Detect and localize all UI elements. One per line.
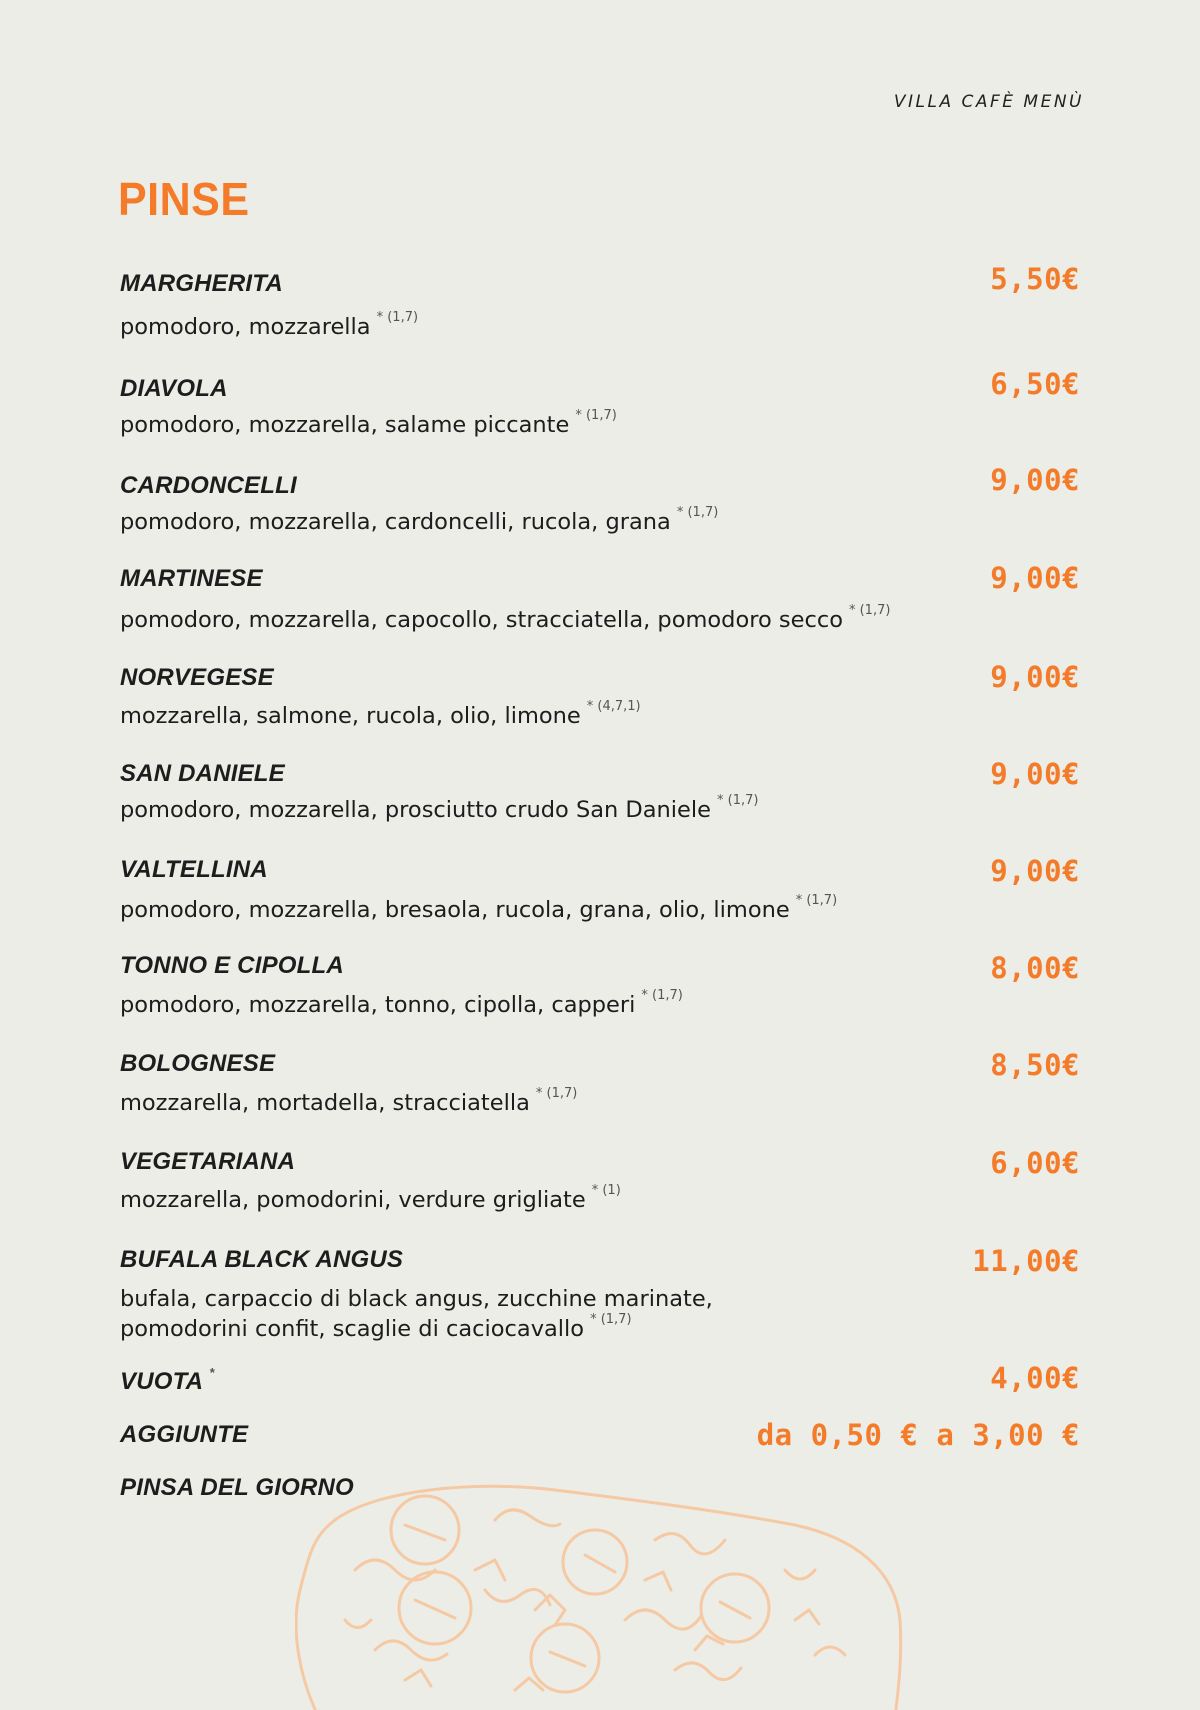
item-desc-san-daniele bbox=[120, 795, 758, 829]
item-name-bolognese: BOLOGNESE bbox=[120, 1050, 276, 1077]
item-name-san-daniele: SAN DANIELE bbox=[120, 760, 285, 787]
allergen-note: * (1,7) bbox=[590, 1312, 632, 1327]
allergen-note: * (1,7) bbox=[575, 408, 617, 423]
item-name-cardoncelli: CARDONCELLI bbox=[120, 472, 297, 499]
item-price-valtellina: 9,00€ bbox=[990, 854, 1080, 888]
item-desc-vegetariana bbox=[120, 1185, 621, 1219]
item-name-aggiunte: AGGIUNTE bbox=[120, 1421, 249, 1448]
item-desc-diavola bbox=[120, 410, 617, 444]
item-price-vuota: 4,00€ bbox=[990, 1361, 1080, 1395]
item-name-norvegese: NORVEGESE bbox=[120, 664, 274, 691]
desc-text: pomodorini confit, scaglie di caciocavallo bbox=[120, 1316, 585, 1342]
item-name-vegetariana: VEGETARIANA bbox=[120, 1148, 296, 1175]
desc-text: pomodoro, mozzarella, salame piccante bbox=[120, 412, 570, 438]
allergen-note: * (4,7,1) bbox=[586, 699, 641, 714]
section-title: PINSE bbox=[118, 174, 250, 226]
item-name-martinese: MARTINESE bbox=[120, 565, 263, 592]
item-desc-martinese bbox=[120, 605, 890, 639]
item-desc-tonno-e-cipolla bbox=[120, 990, 683, 1024]
allergen-note: * (1,7) bbox=[676, 505, 719, 520]
desc-text: pomodoro, mozzarella bbox=[120, 314, 371, 340]
allergen-note: * (1,7) bbox=[848, 603, 891, 618]
allergen-note: * (1,7) bbox=[641, 988, 683, 1003]
desc-text: pomodoro, mozzarella, bresaola, rucola, grana, olio, limone bbox=[120, 897, 790, 923]
item-desc-valtellina bbox=[120, 895, 837, 929]
item-name-valtellina: VALTELLINA bbox=[120, 856, 268, 883]
item-price-norvegese: 9,00€ bbox=[990, 660, 1080, 694]
item-name-vuota bbox=[120, 1365, 215, 1396]
item-desc-bufala-black-angus bbox=[120, 1284, 713, 1348]
item-name-pinsa-del-giorno: PINSA DEL GIORNO bbox=[120, 1474, 354, 1501]
item-price-martinese: 9,00€ bbox=[990, 561, 1080, 595]
item-name-margherita: MARGHERITA bbox=[120, 270, 283, 297]
item-name-diavola: DIAVOLA bbox=[120, 375, 228, 402]
item-price-cardoncelli: 9,00€ bbox=[990, 463, 1080, 497]
desc-text: mozzarella, mortadella, stracciatella bbox=[120, 1090, 530, 1116]
allergen-note: * (1) bbox=[591, 1183, 621, 1198]
allergen-note: * (1,7) bbox=[376, 310, 419, 325]
desc-text-line1: bufala, carpaccio di black angus, zucchine marinate, bbox=[120, 1286, 713, 1312]
item-name-bufala-black-angus: BUFALA BLACK ANGUS bbox=[120, 1246, 404, 1273]
item-name-tonno-e-cipolla: TONNO E CIPOLLA bbox=[120, 952, 344, 979]
pinsa-illustration bbox=[295, 1480, 915, 1710]
desc-text: mozzarella, salmone, rucola, olio, limone bbox=[120, 703, 581, 729]
item-price-aggiunte: da 0,50 € a 3,00 € bbox=[756, 1418, 1080, 1452]
allergen-note: * (1,7) bbox=[717, 793, 759, 808]
item-price-diavola: 6,50€ bbox=[990, 367, 1080, 401]
desc-text: pomodoro, mozzarella, tonno, cipolla, capperi bbox=[120, 992, 636, 1018]
item-price-san-daniele: 9,00€ bbox=[990, 757, 1080, 791]
item-desc-cardoncelli bbox=[120, 507, 718, 541]
desc-text: pomodoro, mozzarella, prosciutto crudo San Daniele bbox=[120, 797, 711, 823]
desc-text: pomodoro, mozzarella, cardoncelli, rucola, grana bbox=[120, 509, 671, 535]
desc-text: mozzarella, pomodorini, verdure grigliate bbox=[120, 1187, 586, 1213]
item-desc-norvegese bbox=[120, 701, 641, 735]
allergen-note: * (1,7) bbox=[535, 1086, 578, 1101]
allergen-note: * bbox=[209, 1365, 215, 1380]
item-price-tonno-e-cipolla: 8,00€ bbox=[990, 951, 1080, 985]
allergen-note: * (1,7) bbox=[795, 893, 838, 908]
item-price-vegetariana: 6,00€ bbox=[990, 1146, 1080, 1180]
desc-text: pomodoro, mozzarella, capocollo, stracciatella, pomodoro secco bbox=[120, 607, 843, 633]
item-desc-bolognese bbox=[120, 1088, 577, 1122]
name-text: VUOTA bbox=[120, 1368, 204, 1395]
item-price-bolognese: 8,50€ bbox=[990, 1048, 1080, 1082]
item-price-margherita: 5,50€ bbox=[990, 262, 1080, 296]
item-desc-margherita bbox=[120, 312, 418, 346]
item-price-bufala-black-angus: 11,00€ bbox=[972, 1244, 1080, 1278]
menu-header: VILLA CAFÈ MENÙ bbox=[893, 92, 1084, 112]
